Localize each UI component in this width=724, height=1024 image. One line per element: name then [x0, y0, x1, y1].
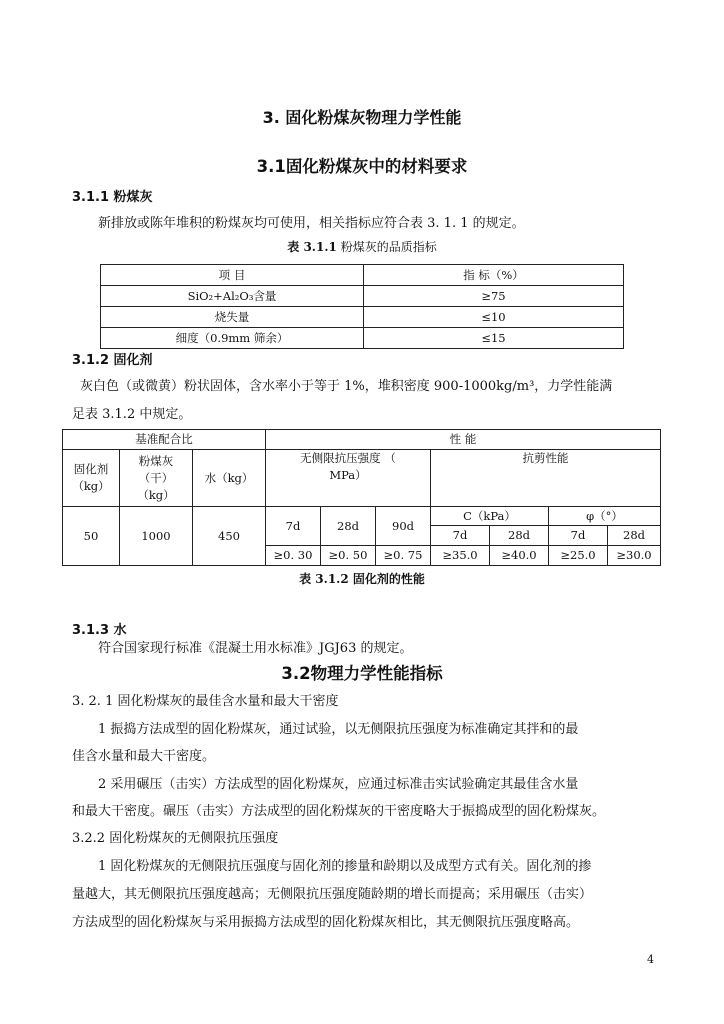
page-number: 4 [647, 953, 654, 966]
table-cell: 50 [63, 507, 120, 566]
table-header-cell: 7d [266, 507, 321, 546]
paragraph-line: 方法成型的固化粉煤灰与采用振捣方法成型的固化粉煤灰相比，其无侧限抗压强度略高。 [72, 915, 580, 930]
table-cell: SiO₂+Al₂O₃含量 [101, 286, 364, 307]
table-header-cell: C（kPa） [431, 507, 549, 526]
table-cell: 细度（0.9mm 筛余） [101, 328, 364, 349]
table-header-cell: 固化剂 （kg） [63, 450, 120, 507]
table-cell: ≤10 [364, 307, 624, 328]
subsection-3-2-1-heading: 3. 2. 1 固化粉煤灰的最佳含水量和最大干密度 [72, 694, 339, 709]
subsection-3-1-2-line-2: 足表 3.1.2 中规定。 [72, 407, 192, 422]
paragraph-line: 量越大，其无侧限抗压强度越高；无侧限抗压强度随龄期的增长而提高；采用碾压（击实） [72, 887, 593, 902]
paragraph-line: 1 固化粉煤灰的无侧限抗压强度与固化剂的掺量和龄期以及成型方式有关。固化剂的掺 [98, 859, 592, 874]
table-3-1-2-caption: 表 3.1.2 固化剂的性能 [299, 572, 425, 586]
table-row [101, 265, 624, 286]
table-header-cell: 28d [490, 526, 549, 546]
table-header-cell: 28d [321, 507, 376, 546]
table-header-cell: 7d [549, 526, 608, 546]
table-cell: ≥0. 50 [321, 546, 376, 566]
table-header-cell: 7d [431, 526, 490, 546]
table-header-cell: 基准配合比 [63, 430, 266, 450]
paragraph-line: 1 振捣方法成型的固化粉煤灰，通过试验，以无侧限抗压强度为标准确定其拌和的最 [98, 722, 579, 737]
table-cell: ≥25.0 [549, 546, 608, 566]
section-3-1-title: 3.1固化粉煤灰中的材料要求 [256, 157, 468, 176]
table-header-cell: φ（°） [549, 507, 661, 526]
table-3-1-1 [100, 264, 624, 349]
table-header-cell: 粉煤灰 （干） （kg） [120, 450, 193, 507]
table-row [63, 430, 661, 450]
table-cell: 烧失量 [101, 307, 364, 328]
caption-text: 粉煤灰的品质指标 [340, 240, 437, 254]
subsection-3-2-2-heading: 3.2.2 固化粉煤灰的无侧限抗压强度 [72, 831, 279, 846]
table-cell: ≥35.0 [431, 546, 490, 566]
table-header-cell: 性 能 [266, 430, 661, 450]
table-header-cell: 项 目 [101, 265, 364, 286]
subsection-3-1-1-heading: 3.1.1 粉煤灰 [72, 190, 153, 205]
table-3-1-1-caption [0, 238, 724, 255]
paragraph-line: 佳含水量和最大干密度。 [72, 749, 216, 764]
table-header-cell: 28d [608, 526, 661, 546]
table-cell: ≥30.0 [608, 546, 661, 566]
table-row [63, 450, 661, 507]
table-row [101, 328, 624, 349]
table-cell: ≥0. 75 [376, 546, 431, 566]
subsection-3-1-1-text: 新排放或陈年堆积的粉煤灰均可使用，相关指标应符合表 3. 1. 1 的规定。 [98, 216, 525, 231]
subsection-3-1-2-line-1: 灰白色（或微黄）粉状固体，含水率小于等于 1%，堆积密度 900-1000kg/m³，力学性能满 [80, 379, 613, 394]
table-row [101, 286, 624, 307]
paragraph-line: 和最大干密度。碾压（击实）方法成型的固化粉煤灰的干密度略大于振捣成型的固化粉煤灰。 [72, 804, 606, 819]
subsection-3-1-3-text: 符合国家现行标准《混凝土用水标准》JGJ63 的规定。 [98, 641, 413, 656]
table-cell: ≥75 [364, 286, 624, 307]
table-cell: ≥0. 30 [266, 546, 321, 566]
caption-number: 表 3.1.1 [287, 240, 337, 254]
table-cell: 450 [193, 507, 266, 566]
table-header-cell: 指 标（%） [364, 265, 624, 286]
table-header-cell: 无侧限抗压强度 （ MPa） [266, 450, 431, 507]
table-header-cell: 抗剪性能 [431, 450, 661, 507]
table-3-1-2 [62, 429, 661, 566]
chapter-title: 3. 固化粉煤灰物理力学性能 [262, 108, 462, 127]
table-cell: 1000 [120, 507, 193, 566]
paragraph-line: 2 采用碾压（击实）方法成型的固化粉煤灰，应通过标准击实试验确定其最佳含水量 [98, 777, 579, 792]
section-3-2-title: 3.2物理力学性能指标 [281, 664, 443, 683]
table-header-cell: 90d [376, 507, 431, 546]
subsection-3-1-3-heading: 3.1.3 水 [72, 623, 127, 638]
table-cell: ≥40.0 [490, 546, 549, 566]
table-row [63, 507, 661, 526]
subsection-3-1-2-heading: 3.1.2 固化剂 [72, 353, 153, 368]
table-header-cell: 水（kg） [193, 450, 266, 507]
table-row [101, 307, 624, 328]
table-cell: ≤15 [364, 328, 624, 349]
